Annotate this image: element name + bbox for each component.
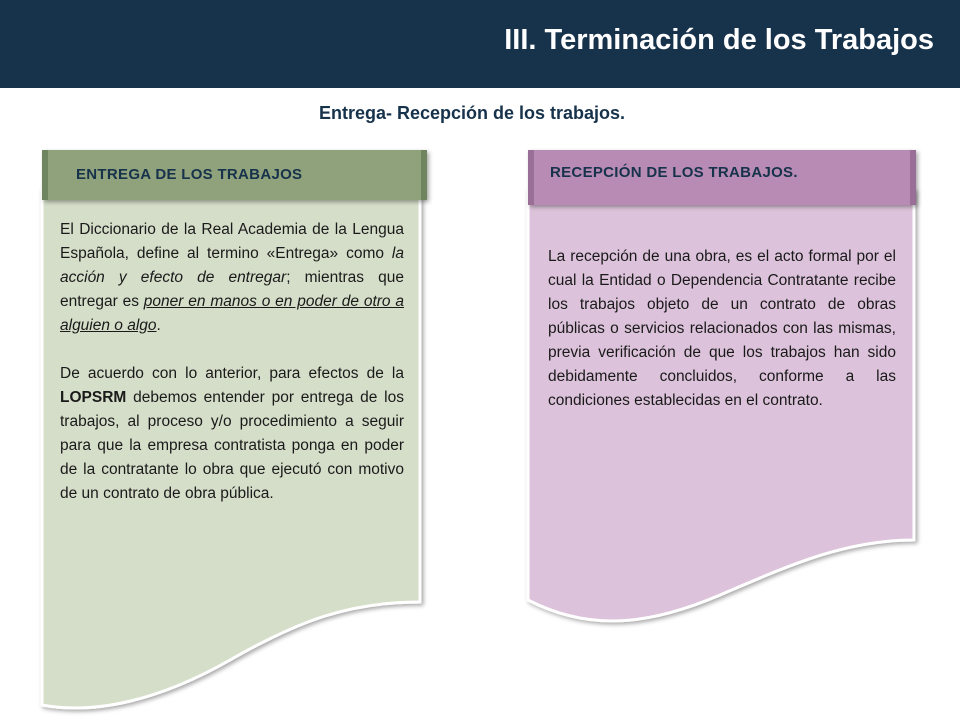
entrega-paragraph-2 xyxy=(60,362,404,506)
entrega-p2-bold: LOPSRM xyxy=(60,389,127,406)
entrega-paragraph-1 xyxy=(60,218,404,338)
entrega-card-text xyxy=(60,218,404,506)
entrega-p1-text-5: . xyxy=(156,317,161,334)
entrega-card-title: ENTREGA DE LOS TRABAJOS xyxy=(76,166,303,183)
entrega-p2-text-3: debemos entender por entrega de los trabajos, al proceso y/o procedimiento a seguir para que la empresa contratista ponga en poder de la contratante lo obra que ejecutó con motivo de un contrato de obra pública. xyxy=(60,389,404,502)
entrega-header-edge-left xyxy=(42,150,48,200)
recepcion-card-title: RECEPCIÓN DE LOS TRABAJOS. xyxy=(550,164,798,181)
entrega-p2-text-1: De acuerdo con lo anterior, para efectos de la xyxy=(60,365,404,382)
slide-title: III. Terminación de los Trabajos xyxy=(504,24,934,56)
entrega-header-edge-right xyxy=(421,150,427,200)
recepcion-header-edge-left xyxy=(528,150,534,205)
recepcion-card-text: La recepción de una obra, es el acto formal por el cual la Entidad o Dependencia Contratante recibe los trabajos objeto de un contrato de obras públicas o servicios relacionados con las mismas, previa verificación de que los trabajos han sido debidamente concluidos, conforme a las condiciones establecidas en el contrato. xyxy=(548,248,896,409)
entrega-p1-text-3: ; mientras que entregar es xyxy=(60,269,405,310)
entrega-p1-text-1: El Diccionario de la Real Academia de la Lengua Española, define al termino «Entrega» como xyxy=(60,221,404,262)
entrega-p1-underline: poner en manos o en poder de otro a alguien o algo xyxy=(60,293,405,334)
slide-subtitle: Entrega- Recepción de los trabajos. xyxy=(318,103,626,123)
entrega-p1-italic: la acción y efecto de entregar xyxy=(60,245,404,286)
recepcion-header-edge-right xyxy=(910,150,916,205)
